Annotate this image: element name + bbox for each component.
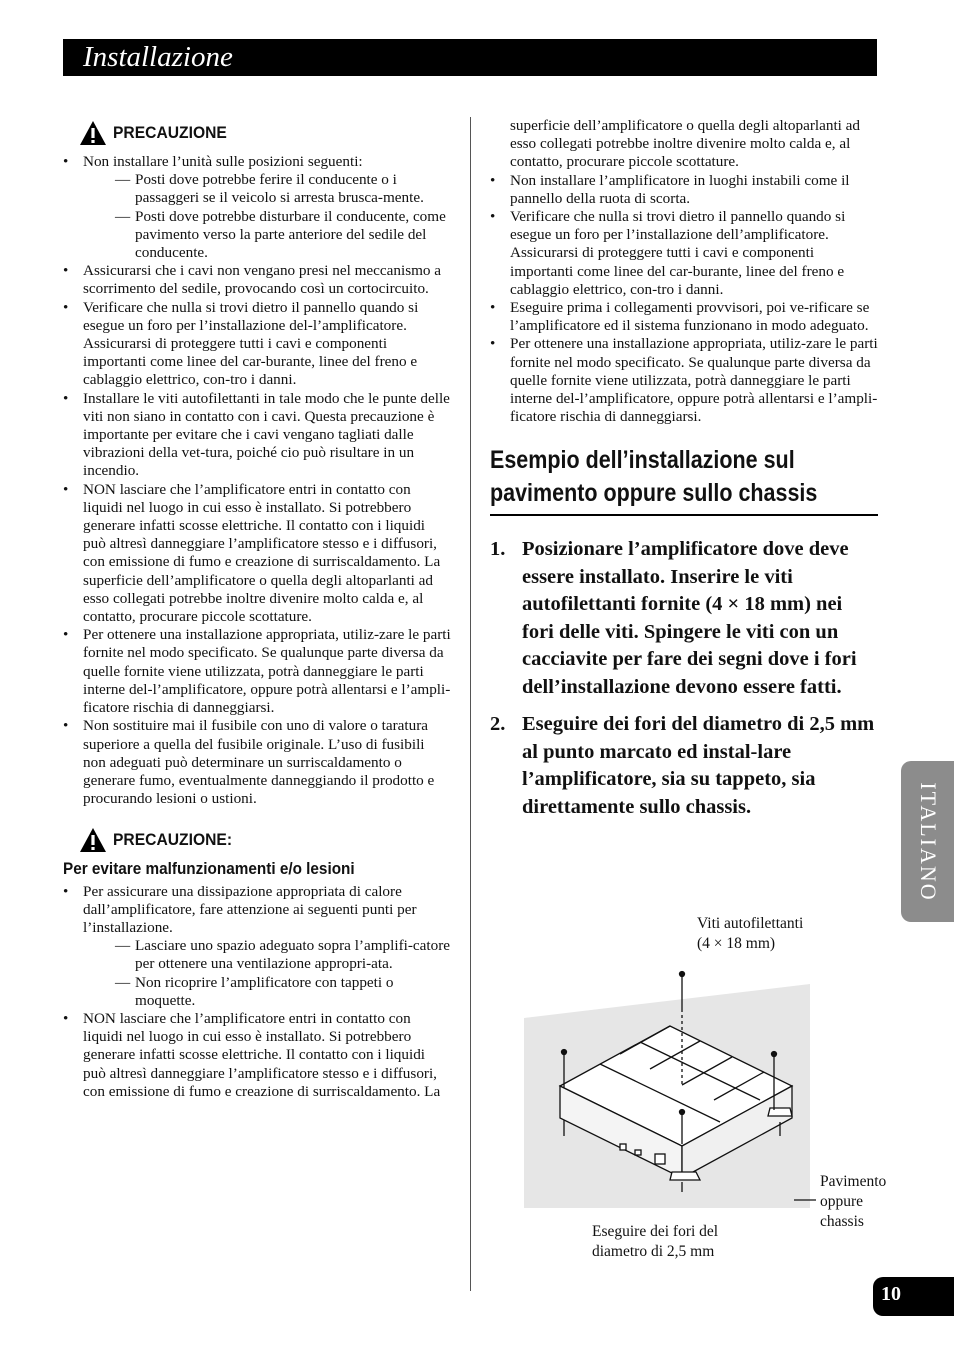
page-number-badge bbox=[873, 1277, 954, 1316]
warning-icon bbox=[79, 827, 107, 853]
language-tab-label: ITALIANO bbox=[915, 781, 941, 902]
list-item: • Non sostituire mai il fusibile con uno di valore o taratura superiore a quella del fusibile originale. L’uso di fusibili non adeguati può determinare un surriscaldamento o generare fumo, eventualmente danneggiando il prodotto e procurando lesioni o ustioni. bbox=[63, 717, 451, 808]
sub-item-text: Posti dove potrebbe ferire il conducente o i passaggeri se il veicolo si arresta brusca-mente. bbox=[135, 171, 424, 207]
label-screws-line-1: Viti autofilettanti bbox=[697, 915, 804, 932]
warning-icon bbox=[79, 120, 107, 146]
sub-item-text: Posti dove potrebbe disturbare il conducente, come pavimento verso la parte anteriore del sedile del conducente. bbox=[135, 207, 446, 262]
caution-heading-2 bbox=[63, 826, 451, 854]
caution-subheading: Per evitare malfunzionamenti e/o lesioni bbox=[63, 859, 355, 879]
steps-list bbox=[490, 536, 878, 821]
label-floor bbox=[820, 1172, 886, 1232]
caution-label: PRECAUZIONE bbox=[113, 122, 227, 142]
dash-mark: — bbox=[115, 207, 131, 225]
list-item: • Assicurarsi che i cavi non vengano presi nel meccanismo a scorrimento del sedile, provocando così un cortocircuito. bbox=[63, 262, 451, 298]
continued-text: superficie dell’amplificatore o quella degli altoparlanti ad esso collegati potrebbe inoltre divenire molto calda e, al contatto, procurare piccole scottature. bbox=[510, 117, 861, 171]
caution-list-continued bbox=[490, 172, 878, 427]
label-screws-line-2: (4 × 18 mm) bbox=[697, 935, 776, 952]
list-item: • Per ottenere una installazione appropriata, utiliz-zare le parti fornite nel modo specificato. Se qualunque parte diversa da quelle fornite viene utilizzata, potrà danneggiare le parti interne del-l’amplificatore, oppure potrà allentarsi e l’ampli-ficatore rischia di danneggiarsi. bbox=[63, 626, 451, 717]
label-holes-line-1: Eseguire dei fori del bbox=[592, 1223, 719, 1240]
dash-mark: — bbox=[115, 937, 131, 955]
label-floor-line-2: oppure bbox=[820, 1193, 864, 1210]
dash-mark: — bbox=[115, 973, 131, 991]
section-title: Esempio dell’installazione sul pavimento oppure sullo chassis bbox=[490, 446, 818, 508]
label-holes-line-2: diametro di 2,5 mm bbox=[592, 1243, 715, 1260]
dash-mark: — bbox=[115, 171, 131, 189]
sub-item bbox=[83, 208, 451, 263]
step-number: 1. bbox=[490, 538, 506, 561]
step-text: Posizionare l’amplificatore dove deve essere installato. Inserire le viti autofilettanti fornite (4 × 18 mm) nei fori delle viti. Spingere le viti con un cacciavite per fare dei segni dove i fori dell’installazione devono essere fatti. bbox=[522, 538, 857, 698]
label-floor-line-3: chassis bbox=[820, 1213, 864, 1230]
page-number: 10 bbox=[881, 1283, 901, 1305]
list-item bbox=[63, 153, 451, 262]
section-rule bbox=[490, 514, 878, 516]
step-item bbox=[490, 711, 878, 821]
language-tab bbox=[901, 761, 954, 922]
page-title: Installazione bbox=[83, 41, 233, 73]
installation-figure bbox=[520, 910, 900, 1270]
header-bar bbox=[63, 39, 877, 76]
sub-item bbox=[83, 171, 451, 207]
list-item: • NON lasciare che l’amplificatore entri in contatto con liquidi nel luogo in cui esso è installato. Si potrebbero generare infatti scosse elettriche. Il contatto con i liquidi può altresì danneggiare l’amplificatore stesso e i diffusori, con emissione di fumo e creazione di surriscaldamento. La superficie dell’amplificatore o quella degli altoparlanti ad esso collegati potrebbe inoltre divenire molto calda e, al contatto, procurare piccole scottature. bbox=[63, 481, 451, 627]
sub-item-text: Lasciare uno spazio adeguato sopra l’amplifi-catore per ottenere una ventilazione appropri-ata. bbox=[135, 937, 450, 973]
list-item: • Per ottenere una installazione appropriata, utiliz-zare le parti fornite nel modo specificato. Se qualunque parte diversa da quelle fornite viene utilizzata, potrà danneggiare le parti interne del-l’amplificatore, oppure potrà allentarsi e l’ampli-ficatore rischia di danneggiarsi. bbox=[490, 335, 878, 426]
list-item: • Eseguire prima i collegamenti provvisori, poi ve-rificare se l’amplificatore ed il sistema funzionano in modo adeguato. bbox=[490, 299, 878, 335]
list-item: • NON lasciare che l’amplificatore entri in contatto con liquidi nel luogo in cui esso è installato. Si potrebbero generare infatti scosse elettriche. Il contatto con i liquidi può altresì danneggiare l’amplificatore stesso e i diffusori, con emissione di fumo e creazione di surriscaldamento. La bbox=[63, 1010, 451, 1101]
left-column bbox=[63, 117, 451, 1101]
list-item: • Verificare che nulla si trovi dietro il pannello quando si esegue un foro per l’installazione del-l’amplificatore. Assicurarsi di proteggere tutti i cavi e componenti importanti come linee del car-burante, linee del freno e cablaggio elettrico, con-tro i danni. bbox=[63, 299, 451, 390]
list-item: • Installare le viti autofilettanti in tale modo che le punte delle viti non siano in contatto con i cavi. Questa precauzione è importante per evitare che i cavi vengano tagliati dalle vibrazioni della vet-tura, poiché cio può risultare in un incendio. bbox=[63, 390, 451, 481]
label-holes bbox=[592, 1222, 718, 1262]
list-item bbox=[63, 883, 451, 1010]
caution-list-2 bbox=[63, 883, 451, 1101]
step-item bbox=[490, 536, 878, 701]
list-item: • Non installare l’amplificatore in luoghi instabili come il pannello della ruota di scorta. bbox=[490, 172, 878, 208]
list-item-text: • Per assicurare una dissipazione appropriata di calore dall’amplificatore, fare attenzione ai seguenti punti per l’installazione. bbox=[83, 882, 417, 936]
right-column bbox=[490, 117, 878, 831]
list-item-text: • Non installare l’unità sulle posizioni seguenti: bbox=[83, 153, 363, 170]
step-number: 2. bbox=[490, 713, 506, 736]
caution-heading-1 bbox=[63, 119, 451, 147]
caution-label: PRECAUZIONE: bbox=[113, 830, 233, 850]
sub-item bbox=[83, 974, 451, 1010]
sub-item-text: Non ricoprire l’amplificatore con tappeti o moquette. bbox=[135, 973, 394, 1009]
column-divider bbox=[470, 117, 471, 1291]
caution-list-1 bbox=[63, 153, 451, 808]
step-text: Eseguire dei fori del diametro di 2,5 mm al punto marcato ed instal-lare l’amplificatore, sia su tappeto, sia direttamente sullo chassis. bbox=[522, 713, 875, 818]
list-item: • Verificare che nulla si trovi dietro il pannello quando si esegue un foro per l’installazione dell’amplificatore. Assicurarsi di proteggere tutti i cavi e componenti importanti come linee del car-burante, linee del freno e cablaggio elettrico, con-tro i danni. bbox=[490, 208, 878, 299]
label-screws bbox=[697, 914, 803, 954]
label-floor-line-1: Pavimento bbox=[820, 1173, 887, 1190]
sub-item bbox=[83, 937, 451, 973]
